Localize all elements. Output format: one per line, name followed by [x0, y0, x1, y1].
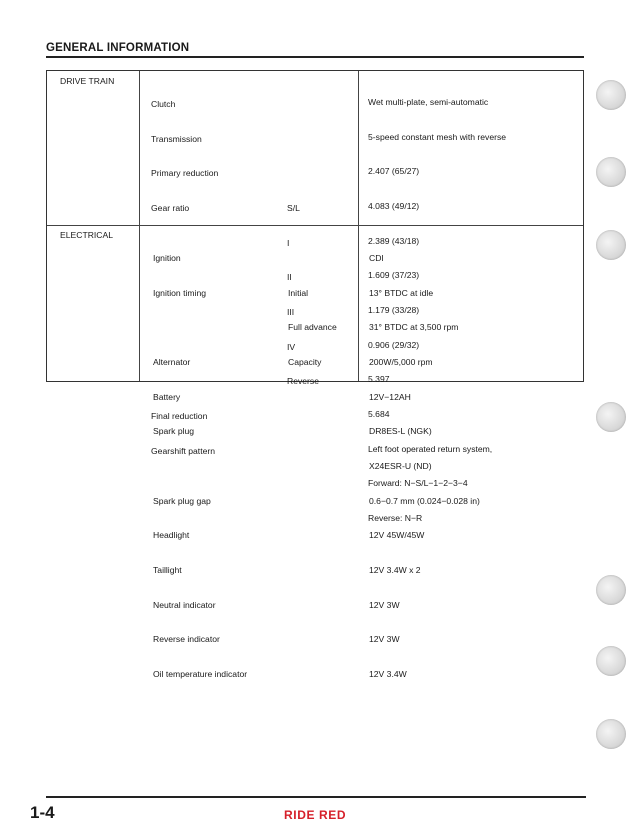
spec-subitem: Capacity — [288, 357, 322, 368]
spec-value: 2.407 (65/27) — [368, 166, 420, 177]
spec-item: Gear ratio — [151, 203, 190, 214]
page-title: GENERAL INFORMATION — [46, 42, 190, 54]
spec-subitem: Reverse — [287, 376, 319, 387]
spec-subitem: S/L — [287, 203, 300, 214]
spec-value: 5.684 — [368, 408, 390, 419]
spec-item: Spark plug — [153, 426, 195, 437]
spec-subitem — [288, 461, 337, 473]
spec-value: 13° BTDC at idle — [369, 287, 434, 298]
spec-item: Primary reduction — [151, 168, 219, 179]
spec-item: Transmission — [151, 133, 202, 144]
spec-subitem: III — [287, 306, 295, 317]
spec-subitem — [288, 496, 337, 508]
specifications-table — [46, 70, 584, 679]
column-divider — [139, 71, 140, 381]
footer-rule — [46, 796, 586, 798]
punch-hole — [596, 575, 626, 605]
spec-value: 12V−12AH — [369, 391, 411, 402]
spec-subitem — [288, 426, 337, 438]
spec-value: 12V 3W — [369, 599, 400, 610]
spec-subitem — [288, 600, 337, 612]
spec-value: Wet multi-plate, semi-automatic — [368, 97, 489, 108]
spec-value: Left foot operated return system, — [368, 443, 493, 454]
spec-value: 200W/5,000 rpm — [369, 357, 433, 368]
punch-hole — [596, 719, 626, 749]
spec-item: Clutch — [151, 99, 176, 110]
spec-subitem — [287, 168, 319, 180]
spec-value: 31° BTDC at 3,500 rpm — [369, 322, 459, 333]
spec-subitem — [287, 134, 319, 146]
punch-hole — [596, 230, 626, 260]
spec-value: 5-speed constant mesh with reverse — [368, 131, 507, 142]
spec-subitem: IV — [287, 341, 296, 352]
spec-subitem — [288, 634, 337, 646]
punch-hole — [596, 157, 626, 187]
punch-hole — [596, 80, 626, 110]
spec-value: 12V 45W/45W — [369, 530, 425, 541]
spec-subitem — [288, 669, 337, 681]
spec-value: 5.397 — [368, 374, 390, 385]
spec-subitem — [288, 565, 337, 577]
spec-item: Alternator — [153, 357, 191, 368]
column-divider — [358, 71, 359, 381]
spec-subitem: Full advance — [288, 322, 337, 333]
spec-item: Final reduction — [151, 410, 208, 421]
spec-value: CDI — [369, 253, 384, 264]
spec-item: Oil temperature indicator — [153, 668, 248, 679]
spec-subitem: Initial — [288, 287, 309, 298]
punch-hole — [596, 646, 626, 676]
spec-value: 4.083 (49/12) — [368, 201, 420, 212]
spec-item: Spark plug gap — [153, 495, 211, 506]
spec-value: 12V 3W — [369, 634, 400, 645]
spec-value: Reverse: N−R — [368, 512, 423, 523]
header-rule — [46, 56, 584, 58]
spec-value: 2.389 (43/18) — [368, 235, 420, 246]
spec-item: Battery — [153, 391, 181, 402]
spec-subitem: II — [287, 272, 292, 283]
spec-value: 1.179 (33/28) — [368, 304, 420, 315]
spec-subitem — [288, 392, 337, 404]
spec-value: DR8ES-L (NGK) — [369, 426, 432, 437]
spec-item — [153, 461, 247, 473]
electrical-items — [153, 230, 247, 703]
page-number: 1-4 — [30, 803, 55, 822]
spec-item: Ignition timing — [153, 287, 207, 298]
section-name-drive-train: DRIVE TRAIN — [60, 76, 115, 86]
spec-value: Forward: N−S/L−1−2−3−4 — [368, 478, 468, 489]
spec-item: Reverse indicator — [153, 634, 220, 645]
spec-value: 0.6−0.7 mm (0.024−0.028 in) — [369, 495, 480, 506]
spec-value: X24ESR-U (ND) — [369, 460, 432, 471]
spec-value: 12V 3.4W — [369, 668, 407, 679]
spec-subitem — [287, 99, 319, 111]
spec-subitem — [288, 253, 337, 265]
ride-red-logo: RIDE RED — [284, 808, 347, 822]
electrical-subitems — [288, 230, 337, 703]
spec-value: 0.906 (29/32) — [368, 339, 420, 350]
punch-hole — [596, 402, 626, 432]
spec-item: Taillight — [153, 564, 182, 575]
spec-subitem — [288, 530, 337, 542]
spec-item: Neutral indicator — [153, 599, 216, 610]
electrical-values — [369, 230, 480, 703]
section-name-electrical: ELECTRICAL — [60, 230, 114, 240]
spec-item — [153, 322, 247, 334]
spec-value: 1.609 (37/23) — [368, 270, 420, 281]
spec-item: Headlight — [153, 530, 190, 541]
spec-item: Gearshift pattern — [151, 445, 216, 456]
spec-subitem: I — [287, 237, 290, 248]
spec-value: 12V 3.4W x 2 — [369, 564, 421, 575]
spec-item: Ignition — [153, 253, 181, 264]
